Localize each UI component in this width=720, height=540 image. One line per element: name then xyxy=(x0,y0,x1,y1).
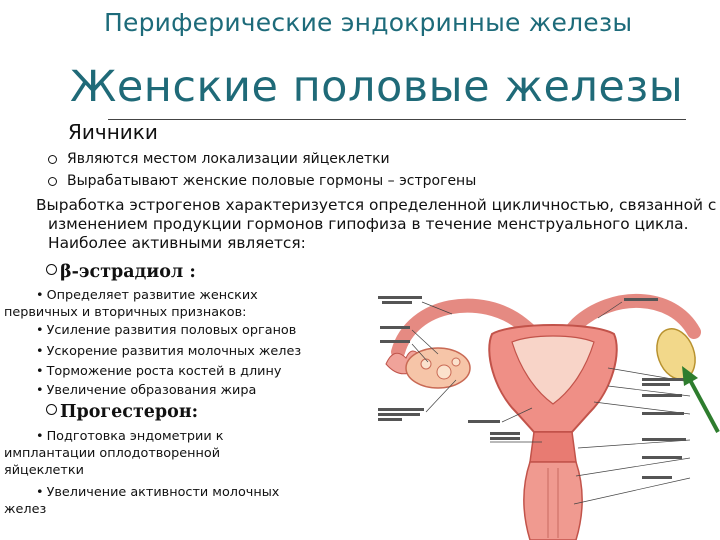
list-item: • Увеличение образования жира xyxy=(36,383,257,398)
bullet-text: Являются местом локализации яйцеклетки xyxy=(67,151,390,167)
item-text-continued: первичных и вторичных признаков: xyxy=(4,305,247,320)
item-text: Определяет развитие женских xyxy=(46,288,258,303)
list-item: • Определяет развитие женских первичных и вторичных признаков: xyxy=(4,287,374,321)
item-text: Увеличение активности молочных xyxy=(46,485,280,500)
bullet-item xyxy=(48,151,390,167)
vagina xyxy=(524,462,582,540)
item-text-continued: имплантации оплодотворенной xyxy=(4,446,221,461)
subheading-ovaries: Яичники xyxy=(68,120,158,144)
item-text: Торможение роста костей в длину xyxy=(46,364,282,379)
list-item: • Ускорение развития молочных желез xyxy=(36,344,302,359)
follicle-icon xyxy=(452,358,460,366)
intro-paragraph: Выработка эстрогенов характеризуется определенной цикличностью, связанной с изменением продукции гормонов гипофиза в течение менструального цикла. Наиболее активными является: xyxy=(36,196,717,252)
bullet-ring-icon xyxy=(46,264,57,275)
follicle-icon xyxy=(437,365,451,379)
item-text: Увеличение образования жира xyxy=(46,383,257,398)
bullet-item xyxy=(48,173,476,189)
item-text: Усиление развития половых органов xyxy=(46,323,297,338)
top-heading: Периферические эндокринные железы xyxy=(104,8,633,37)
list-item: • Торможение роста костей в длину xyxy=(36,364,282,379)
bullet-ring-icon xyxy=(48,155,57,164)
list-item: • Увеличение активности молочных желез xyxy=(4,484,334,518)
follicle-icon xyxy=(421,359,431,369)
estradiol-heading-text: β-эстрадиол : xyxy=(60,262,196,282)
list-item: • Подготовка эндометрии к имплантации оплодотворенной яйцеклетки xyxy=(4,428,334,479)
title-divider xyxy=(108,119,686,120)
item-text: Подготовка эндометрии к xyxy=(46,429,224,444)
item-text: Ускорение развития молочных желез xyxy=(46,344,302,359)
bullet-ring-icon xyxy=(46,404,57,415)
progesterone-heading xyxy=(46,402,198,422)
list-item: • Усиление развития половых органов xyxy=(36,323,297,338)
female-reproductive-anatomy-illustration xyxy=(372,272,720,540)
green-arrow xyxy=(690,380,718,432)
bullet-ring-icon xyxy=(48,177,57,186)
bullet-text: Вырабатывают женские половые гормоны – эстрогены xyxy=(67,173,477,189)
slide-title: Женские половые железы xyxy=(70,62,684,112)
item-text-continued: яйцеклетки xyxy=(4,463,84,478)
estradiol-heading xyxy=(46,262,196,282)
item-text-continued: желез xyxy=(4,502,47,517)
progesterone-heading-text: Прогестерон: xyxy=(60,402,199,422)
cervix xyxy=(530,432,576,462)
